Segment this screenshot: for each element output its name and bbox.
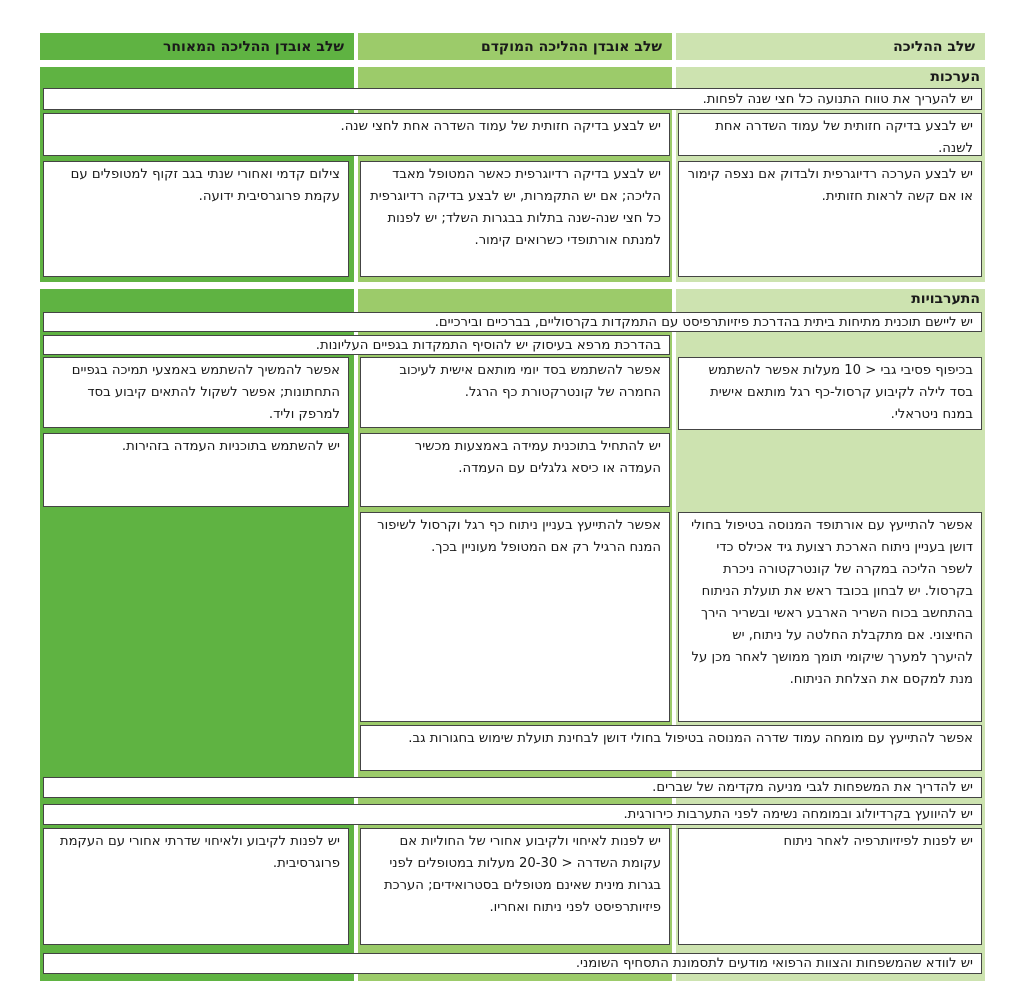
- assess-xray-col1: יש לבצע הערכה רדיוגרפית ולבדוק אם נצפה קימור או אם קשה לראות חזותית.: [678, 161, 982, 277]
- header-walking: שלב ההליכה: [893, 38, 975, 55]
- interv-upper-limbs: בהדרכת מרפא בעיסוק יש להוסיף התמקדות בגפיים העליונות.: [43, 335, 670, 355]
- assess-spine-col23: יש לבצע בדיקה חזותית של עמוד השדרה אחת לחצי שנה.: [43, 113, 670, 156]
- interv-physio-col3: יש לפנות לקיבוע ולאיחוי שדרתי אחורי עם העקמת פרוגרסיבית.: [43, 828, 349, 945]
- interv-cardio: יש להיוועץ בקרדיולוג ובמומחה נשימה לפני התערבות כירורגית.: [43, 804, 982, 825]
- assess-range-of-motion: יש להעריך את טווח התנועה כל חצי שנה לפחות.: [43, 88, 982, 110]
- assess-spine-col1: יש לבצע בדיקה חזותית של עמוד השדרה אחת לשנה.: [678, 113, 982, 156]
- interv-orthosis-col3: אפשר להמשיך להשתמש באמצעי תמיכה בגפיים התחתונות; אפשר לשקול להתאים קיבוע בסד למרפק וליד.: [43, 357, 349, 428]
- interv-fat-embolism: יש לוודא שהמשפחות והצוות הרפואי מודעים לתסמונת התסחיף השומני.: [43, 953, 982, 974]
- interv-physio-col1: יש לפנות לפיזיותרפיה לאחר ניתוח: [678, 828, 982, 945]
- interv-surgery-col1: אפשר להתייעץ עם אורתופד המנוסה בטיפול בחולי דושן בעניין ניתוח הארכת רצועת גיד אכילס כדי לשפר הליכה במקרה של קונטרקטורה ניכרת בקרסול. יש לבחון בכובד ראש את תועלת הניתוח בהתחשב בכוח השריר הארבע ראשי ובשריר הירך החיצוני. אם מתקבלת החלטה על ניתוח, יש להיערך למערך שיקומי תומך ממושך לאחר מכן על מנת למקסם את הצלחת הניתוח.: [678, 512, 982, 722]
- interv-orthosis-col1: בכיפוף פסיבי גבי < 10 מעלות אפשר להשתמש בסד לילה לקיבוע קרסול-כף רגל מותאם אישית במנח ניטראלי.: [678, 357, 982, 430]
- interv-surgery-col2: אפשר להתייעץ בעניין ניתוח כף רגל וקרסול לשיפור המנח הרגיל רק אם המטופל מעוניין בכך.: [360, 512, 670, 722]
- interv-orthosis-col2: אפשר להשתמש בסד יומי מותאם אישית לעיכוב החמרה של קונטרקטורת כף הרגל.: [360, 357, 670, 428]
- interv-fractures: יש להדריך את המשפחות לגבי מניעה מקדימה של שברים.: [43, 777, 982, 798]
- interv-physio-col2: יש לפנות לאיחוי ולקיבוע אחורי של החוליות אם עקומת השדרה < 20-30 מעלות במטופלים לפני בגרות מינית שאינם מטופלים בסטרואידים; הערכת פיזיותרפיסט לפני ניתוח ואחריו.: [360, 828, 670, 945]
- interv-standing-col3: יש להשתמש בתוכניות העמדה בזהירות.: [43, 433, 349, 507]
- assess-xray-col3: צילום קדמי ואחורי שנתי בגב זקוף למטופלים עם עקמת פרוגרסיבית ידועה.: [43, 161, 349, 277]
- header-late-loss: שלב אובדן ההליכה המאוחר: [163, 38, 344, 55]
- interv-standing-col2: יש להתחיל בתוכנית עמידה באמצעות מכשיר העמדה או כיסא גלגלים עם העמדה.: [360, 433, 670, 507]
- section-title-assessments: הערכות: [930, 69, 980, 85]
- assess-xray-col2: יש לבצע בדיקה רדיוגרפית כאשר המטופל מאבד הליכה; אם יש התקמרות, יש לבצע בדיקה רדיוגרפית כל חצי שנה-שנה בתלות בבגרות השלד; יש לפנות למנתח אורתופדי כשרואים קימור.: [360, 161, 670, 277]
- section-title-interventions: התערבויות: [911, 291, 980, 307]
- interv-back-brace: אפשר להתייעץ עם מומחה עמוד שדרה המנוסה בטיפול בחולי דושן לבחינת תועלת שימוש בחגורות גב.: [360, 725, 982, 771]
- header-early-loss: שלב אובדן ההליכה המוקדם: [480, 38, 662, 55]
- interv-stretching: יש ליישם תוכנית מתיחות ביתית בהדרכת פיזיותרפיסט עם התמקדות בקרסוליים, בברכיים ובירכיים.: [43, 312, 982, 332]
